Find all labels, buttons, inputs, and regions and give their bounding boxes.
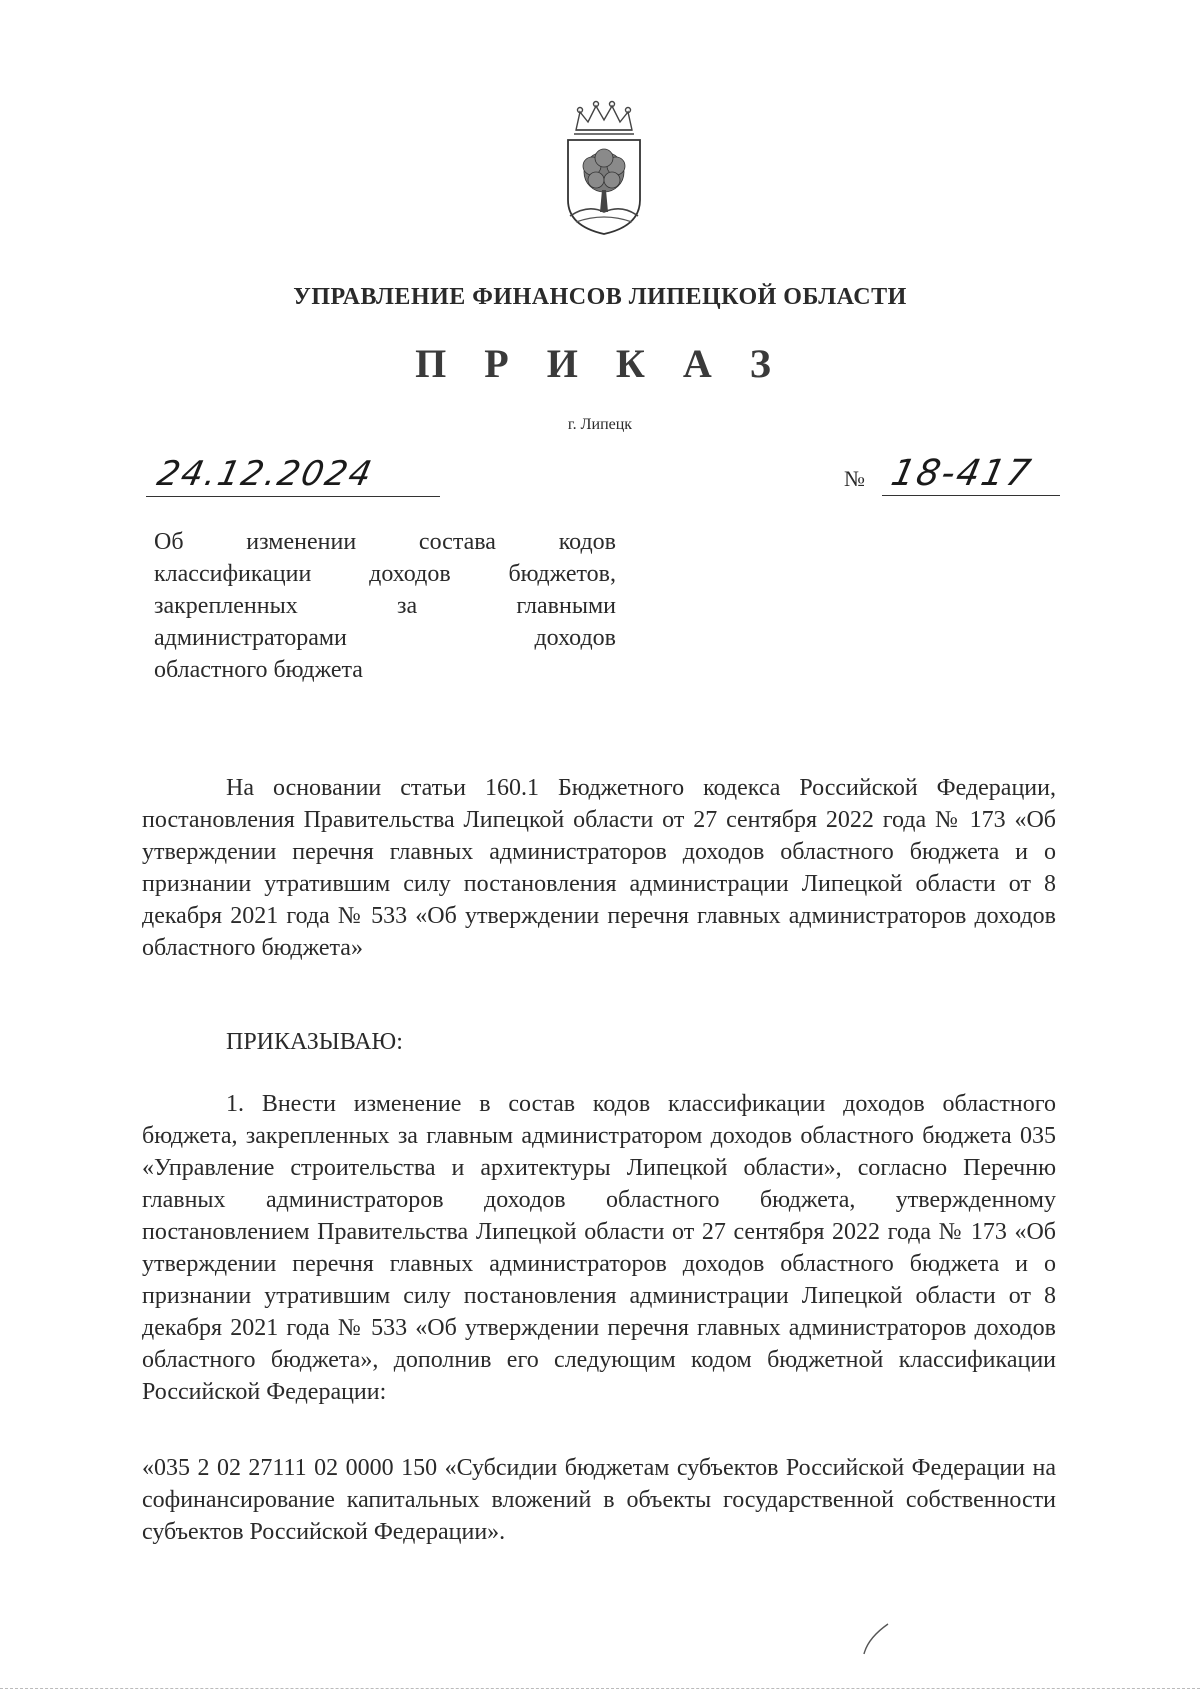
order-keyword: ПРИКАЗЫВАЮ: <box>226 1029 403 1055</box>
coat-of-arms-emblem <box>562 100 646 236</box>
document-type-title: П Р И К А З <box>415 341 785 386</box>
handwritten-number: 18-417 <box>887 453 1036 494</box>
page-bottom-edge <box>0 1688 1200 1689</box>
order-item-1: 1. Внести изменение в состав кодов классификации доходов областного бюджета, закрепленных за главным администратором доходов областного бюджета 035 «Управление строительства и архитектуры Липецкой области», согласно Перечню главных администраторов доходов областного бюджета, утвержденному постановлением Правительства Липецкой области от 27 сентября 2022 года № 173 «Об утверждении перечня главных администраторов доходов областного бюджета и о признании утратившим силу постановления администрации Липецкой области от 8 декабря 2021 года № 533 «Об утверждении перечня главных администраторов доходов областного бюджета», дополнив его следующим кодом бюджетной классификации Российской Федерации: <box>142 1091 1056 1405</box>
preamble-paragraph: На основании статьи 160.1 Бюджетного кодекса Российской Федерации, постановления Правительства Липецкой области от 27 сентября 2022 года № 173 «Об утверждении перечня главных администраторов доходов областного бюджета и о признании утратившим силу постановления администрации Липецкой области от 8 декабря 2021 года № 533 «Об утверждении перечня главных администраторов доходов областного бюджета» <box>142 775 1056 961</box>
handwritten-date: 24.12.2024 <box>153 454 377 494</box>
city-label: г. Липецк <box>567 416 633 433</box>
number-underline <box>882 495 1060 496</box>
subject-line: закрепленных за главными <box>154 593 616 619</box>
subject-line: администраторами доходов <box>154 625 616 651</box>
pen-mark-icon <box>858 1618 898 1658</box>
subject-line: областного бюджета <box>154 657 363 683</box>
number-sign: № <box>844 466 865 491</box>
organization-title: УПРАВЛЕНИЕ ФИНАНСОВ ЛИПЕЦКОЙ ОБЛАСТИ <box>293 284 907 310</box>
document-subject <box>154 526 616 686</box>
date-field <box>146 448 440 497</box>
subject-line: классификации доходов бюджетов, <box>154 561 616 587</box>
budget-code-entry: «035 2 02 27111 02 0000 150 «Субсидии бюджетам субъектов Российской Федерации на софинансирование капитальных вложений в объекты государственной собственности субъектов Российской Федерации». <box>142 1455 1056 1545</box>
subject-line: Об изменении состава кодов <box>154 529 616 555</box>
order-number-field <box>844 450 1060 496</box>
